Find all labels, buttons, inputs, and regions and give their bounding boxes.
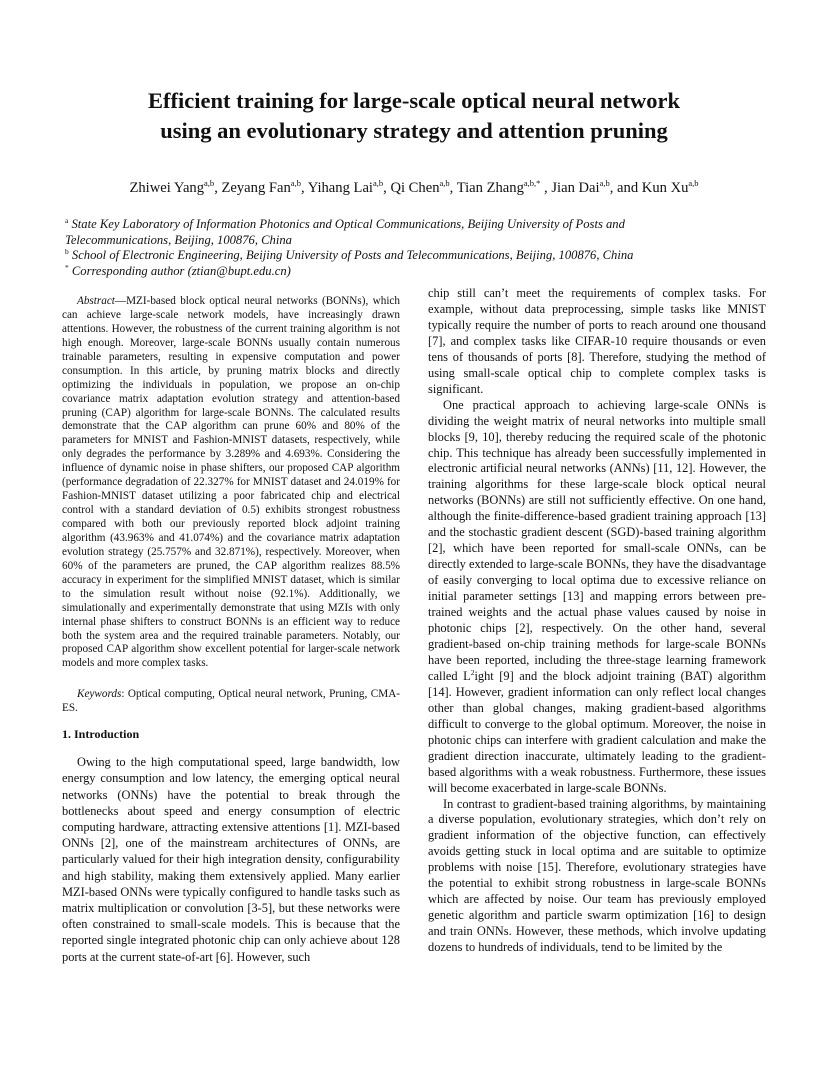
author-affiliation-mark: a,b bbox=[688, 178, 699, 188]
author-name: Zeyang Fan bbox=[221, 180, 291, 196]
author-list bbox=[40, 178, 788, 198]
corresponding-mark: * bbox=[65, 262, 69, 272]
intro-paragraph-2-part-b: ight [9] and the block adjoint training (BAT) algorithm [14]. However, gradient information can only reflect local changes other than global changes, making gradient-based algorithms difficult to converge to the global optimum. Moreover, the noise in photonic chips can interfere with gradient calculation and make the gradient direction inaccurate, ultimately leading to the gradient-based algorithms with a weak robustness. Furthermore, these issues will become exacerbated in large-scale BONNs. bbox=[428, 668, 766, 795]
section-heading-introduction: 1. Introduction bbox=[62, 727, 140, 742]
l2ight-superscript: 2 bbox=[470, 667, 475, 677]
author-affiliation-mark: a,b bbox=[599, 178, 610, 188]
author-name: Zhiwei Yang bbox=[129, 180, 205, 196]
author-affiliation-mark: a,b bbox=[204, 178, 215, 188]
affiliation-a-line-1: State Key Laboratory of Information Photonics and Optical Communications, Beijing University of Posts and bbox=[71, 217, 625, 231]
affiliation-a bbox=[65, 217, 765, 233]
author-affiliation-mark: a,b,* bbox=[523, 178, 541, 188]
author-separator: , bbox=[214, 180, 222, 196]
intro-paragraph-2 bbox=[428, 398, 766, 797]
intro-paragraph-1: Owing to the high computational speed, large bandwidth, low energy consumption and low latency, the emerging optical neural networks (ONNs) have the potential to break through the bottlenecks about speed and energy consumption of electric computing hardware, attracting extensive attentions [1]. MZI-based ONNs [2], one of the mainstream architectures of ONNs, are particularly valued for their high integration density, configurability and high stability, making them extensively applied. Many earlier MZI-based ONNs were typically configured to handle tasks such as matrix multiplication or convolution [3-5], but these networks were often constrained to small-scale models. This is because that the reported single integrated photonic chip can only achieve about 128 ports at the current state-of-art [6]. However, such bbox=[62, 755, 400, 964]
intro-paragraph-1-continued: chip still can’t meet the requirements of complex tasks. For example, without data preprocessing, simple tasks like MNIST typically require the number of ports to reach around one thousand [7], and complex tasks like CIFAR-10 require thousands or even tens of thousands of ports [8]. Therefore, studying the method of using small-scale optical chip to complete complex tasks is significant. bbox=[428, 286, 766, 396]
abstract bbox=[62, 295, 400, 671]
author-affiliation-mark: a,b bbox=[372, 178, 384, 188]
author-separator: , and bbox=[609, 180, 642, 196]
author-affiliation-mark: a,b bbox=[290, 178, 301, 188]
author-name: Yihang Lai bbox=[307, 180, 373, 196]
affiliation-b-text: School of Electronic Engineering, Beijing University of Posts and Telecommunications, Beijing, 100876, China bbox=[71, 248, 634, 263]
author-separator: , bbox=[449, 180, 457, 196]
title-line-1: Efficient training for large-scale optical neural network bbox=[148, 88, 680, 113]
author-name: Kun Xu bbox=[641, 180, 689, 196]
affiliation-a-mark: a bbox=[65, 216, 69, 225]
corresponding-author bbox=[65, 264, 765, 280]
title-line-2: using an evolutionary strategy and attention pruning bbox=[160, 118, 668, 143]
right-column bbox=[428, 286, 766, 956]
keywords bbox=[62, 688, 400, 716]
author-affiliation-mark: a,b bbox=[439, 178, 450, 188]
author-separator: , bbox=[540, 180, 552, 196]
author-name: Jian Dai bbox=[551, 180, 600, 196]
paper-title bbox=[60, 86, 768, 146]
affiliation-a-cont bbox=[65, 233, 765, 249]
intro-paragraph-3: In contrast to gradient-based training algorithms, by maintaining a diverse population, evolutionary strategies, which don’t rely on gradient information of the objective function, can effectively avoids getting stuck in local optima and are suitable to optimize problems with noise [15]. Therefore, evolutionary strategies have the potential to exhibit strong robustness in large-scale BONNs which are affected by noise. Our team has previously employed genetic algorithm and particle swarm optimization [16] to design and train ONNs. However, these methods, which involve updating dozens to hundreds of individuals, tend to be limited by the bbox=[428, 796, 766, 955]
affiliation-b-mark: b bbox=[65, 247, 69, 257]
author-name: Tian Zhang bbox=[456, 180, 524, 196]
affiliations bbox=[65, 217, 765, 279]
abstract-text: —MZI-based block optical neural networks (BONNs), which can achieve large-scale network models, have increasingly drawn attentions. However, the robustness of the current training algorithm is not high enough. Moreover, large-scale BONNs usually contain numerous trainable parameters, resulting in expensive computation and power consumption. In this article, by pruning matrix blocks and directly optimizing the individuals in population, we propose an on-chip covariance matrix adaptation evolution strategy and attention-based pruning (CAP) algorithm for large-scale BONNs. The calculated results demonstrate that the CAP algorithm can prune 60% and 80% of the parameters for MNIST and Fashion-MNIST datasets, respectively, while only degrades the performance by 3.289% and 4.693%. Considering the influence of dynamic noise in phase shifters, our proposed CAP algorithm (performance degradation of 22.327% for MNIST dataset and 24.019% for Fashion-MNIST dataset utilizing a poor fabricated chip and electrical control with a standard deviation of 0.5) exhibits strongest robustness compared with both our previously reported block adjoint training algorithm (43.963% and 41.074%) and the covariance matrix adaptation evolution strategy (25.757% and 32.871%), respectively. Moreover, when 60% of the parameters are pruned, the CAP algorithm realizes 88.5% accuracy in experiment for the simplified MNIST dataset, which is similar to the simulation result without noise (92.1%). Additionally, we simulationally and experimentally demonstrate that using MZIs with only internal phase shifters to construct BONNs is an efficient way to reduce both the system area and the required trainable parameters. Notably, our proposed CAP algorithm show excellent potential for larger-scale network models and more complex tasks. bbox=[62, 295, 400, 670]
author-separator: , bbox=[383, 180, 391, 196]
intro-paragraph-2-part-a: One practical approach to achieving large-scale ONNs is dividing the weight matrix of neural networks into multiple small blocks [9, 10], thereby reducing the required scale of the photonic chip. This technique has already been successfully implemented in electronic artificial neural networks (ANNs) [11, 12]. However, the training algorithms for these large-scale block optical neural networks (BONNs) are still not sufficiently effective. On one hand, although the finite-difference-based gradient training approach [13] and the stochastic gradient descent (SGD)-based training algorithm [2], which have been reported for small-scale ONNs, can be directly extended to large-scale BONNs, they have the disadvantage of easily converging to local optima due to excessive reliance on initial parameter settings [13] and mapping errors between pre-trained weights and the actual phase values caused by noise in photonic chips [2], respectively. On the other hand, several gradient-based on-chip training methods for large-scale BONNs have been reported, including the three-stage learning framework called L bbox=[428, 397, 766, 683]
abstract-label: Abstract bbox=[77, 295, 115, 307]
author-name: Qi Chen bbox=[390, 180, 440, 196]
corresponding-text: Corresponding author (ztian@bupt.edu.cn) bbox=[71, 263, 291, 278]
keywords-label: Keywords bbox=[77, 688, 122, 701]
author-separator: , bbox=[300, 180, 308, 196]
left-column bbox=[62, 295, 400, 965]
keywords-text: : Optical computing, Optical neural network, Pruning, CMA-ES. bbox=[62, 688, 400, 715]
affiliation-a-line-2: Telecommunications, Beijing, 100876, China bbox=[65, 232, 292, 247]
affiliation-b bbox=[65, 248, 765, 264]
